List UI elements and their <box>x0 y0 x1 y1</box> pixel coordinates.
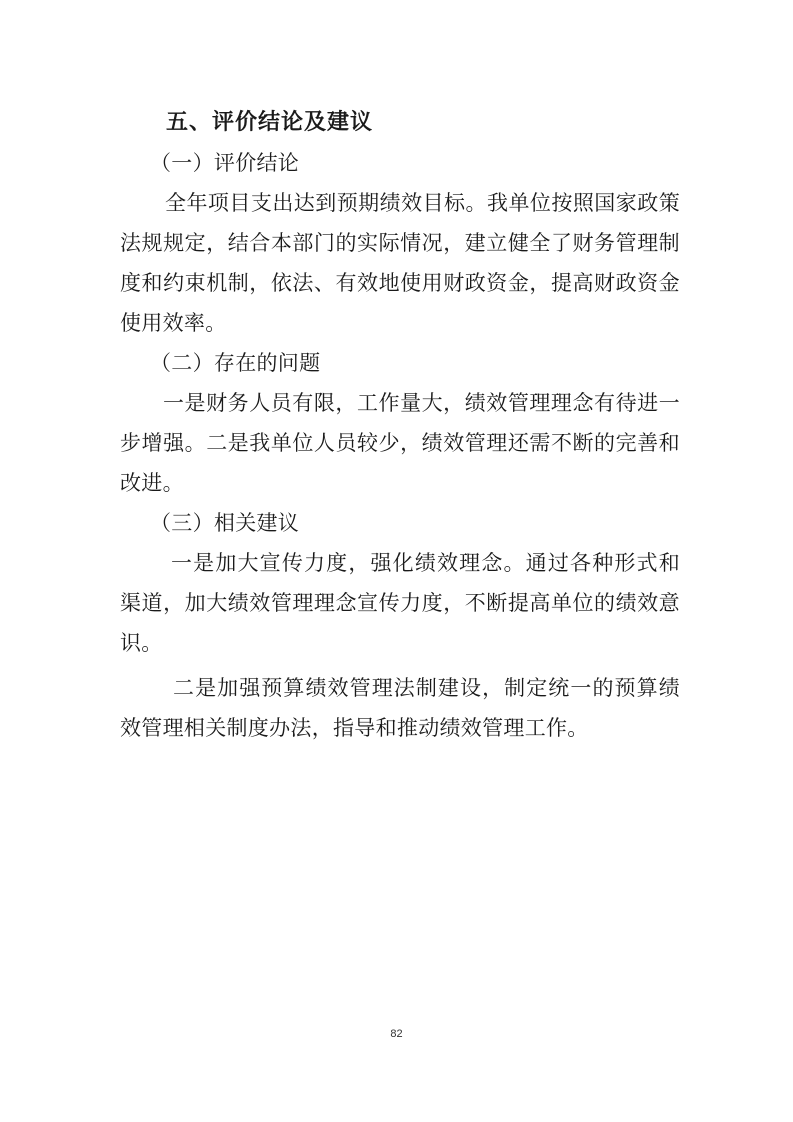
section-title: 五、评价结论及建议 <box>166 110 374 135</box>
subsection-heading-problems: （二）存在的问题 <box>150 351 321 375</box>
subsection-heading-suggestions: （三）相关建议 <box>150 511 300 535</box>
paragraph-line: 识。 <box>120 631 163 655</box>
paragraph-line: 度和约束机制，依法、有效地使用财政资金，提高财政资金 <box>120 271 680 295</box>
paragraph-line: 改进。 <box>120 471 184 495</box>
paragraph-line: 效管理相关制度办法，指导和推动绩效管理工作。 <box>120 716 589 740</box>
paragraph-line: 一是加大宣传力度，强化绩效理念。通过各种形式和 <box>171 551 680 575</box>
paragraph-line: 二是加强预算绩效管理法制建设，制定统一的预算绩 <box>173 676 680 700</box>
paragraph-line: 渠道，加大绩效管理理念宣传力度，不断提高单位的绩效意 <box>120 591 680 615</box>
subsection-heading-conclusion: （一）评价结论 <box>150 151 300 175</box>
paragraph-line: 步增强。二是我单位人员较少，绩效管理还需不断的完善和 <box>120 431 680 455</box>
page-number: 82 <box>390 1028 403 1040</box>
paragraph-line: 一是财务人员有限，工作量大，绩效管理理念有待进一 <box>163 391 680 415</box>
paragraph-line: 全年项目支出达到预期绩效目标。我单位按照国家政策 <box>165 191 680 215</box>
paragraph-line: 使用效率。 <box>120 311 227 335</box>
paragraph-line: 法规规定，结合本部门的实际情况，建立健全了财务管理制 <box>120 231 680 255</box>
